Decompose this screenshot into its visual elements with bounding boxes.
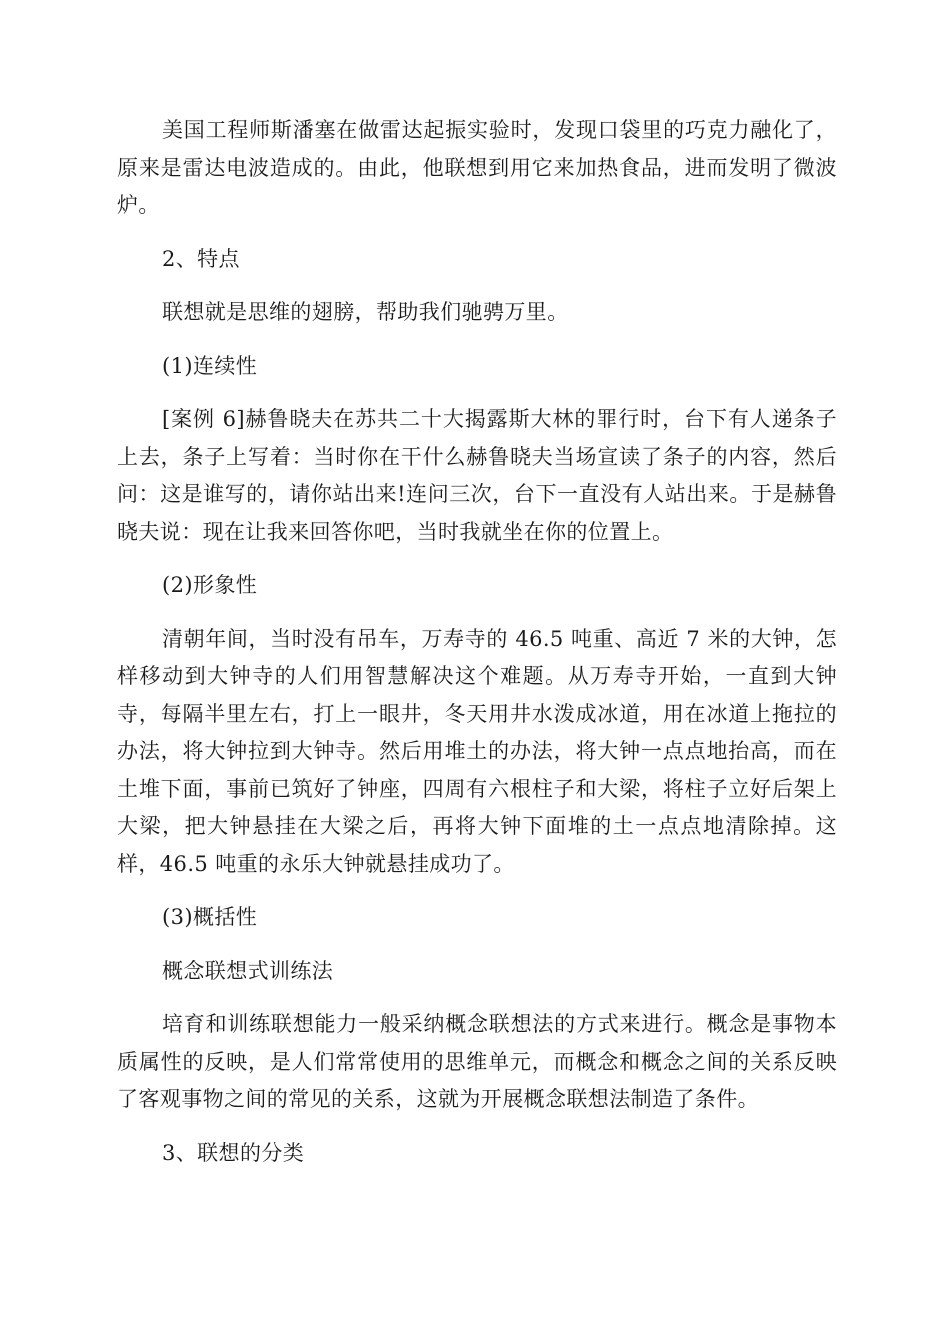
paragraph-concept-method: 培育和训练联想能力一般采纳概念联想法的方式来进行。概念是事物本质属性的反映，是人们常常使用的思维单元，而概念和概念之间的关系反映了客观事物之间的常见的关系，这就为开展概念联想法制造了条件。	[117, 1012, 837, 1111]
heading-classification: 3、联想的分类	[162, 1140, 305, 1165]
paragraph-bell-story: 清朝年间，当时没有吊车，万寿寺的 46.5 吨重、高近 7 米的大钟，怎样移动到大钟寺的人们用智慧解决这个难题。从万寿寺开始，一直到大钟寺，每隔半里左右，打上一眼井，冬天用井水泼成冰道，用在冰道上拖拉的办法，将大钟拉到大钟寺。然后用堆土的办法，将大钟一点点地抬高，而在土堆下面，事前已筑好了钟座，四周有六根柱子和大梁，将柱子立好后架上大梁，把大钟悬挂在大梁之后，再将大钟下面堆的土一点点地清除掉。这样，46.5 吨重的永乐大钟就悬挂成功了。	[117, 626, 837, 876]
paragraph-microwave-story: 美国工程师斯潘塞在做雷达起振实验时，发现口袋里的巧克力融化了，原来是雷达电波造成的。由此，他联想到用它来加热食品，进而发明了微波炉。	[117, 118, 837, 217]
paragraph-case-6: [案例 6]赫鲁晓夫在苏共二十大揭露斯大林的罪行时，台下有人递条子上去，条子上写着：当时你在干什么赫鲁晓夫当场宣读了条子的内容，然后问：这是谁写的，请你站出来!连问三次，台下一直没有人站出来。于是赫鲁晓夫说：现在让我来回答你吧，当时我就坐在你的位置上。	[117, 407, 837, 544]
document-body	[117, 112, 837, 1188]
heading-continuity: (1)连续性	[162, 353, 258, 378]
paragraph-wings-of-thought: 联想就是思维的翅膀，帮助我们驰骋万里。	[162, 300, 569, 324]
heading-generalization: (3)概括性	[162, 905, 258, 929]
heading-concept-training: 概念联想式训练法	[162, 958, 334, 983]
heading-imagery: (2)形象性	[162, 573, 258, 597]
heading-features: 2、特点	[162, 246, 240, 271]
